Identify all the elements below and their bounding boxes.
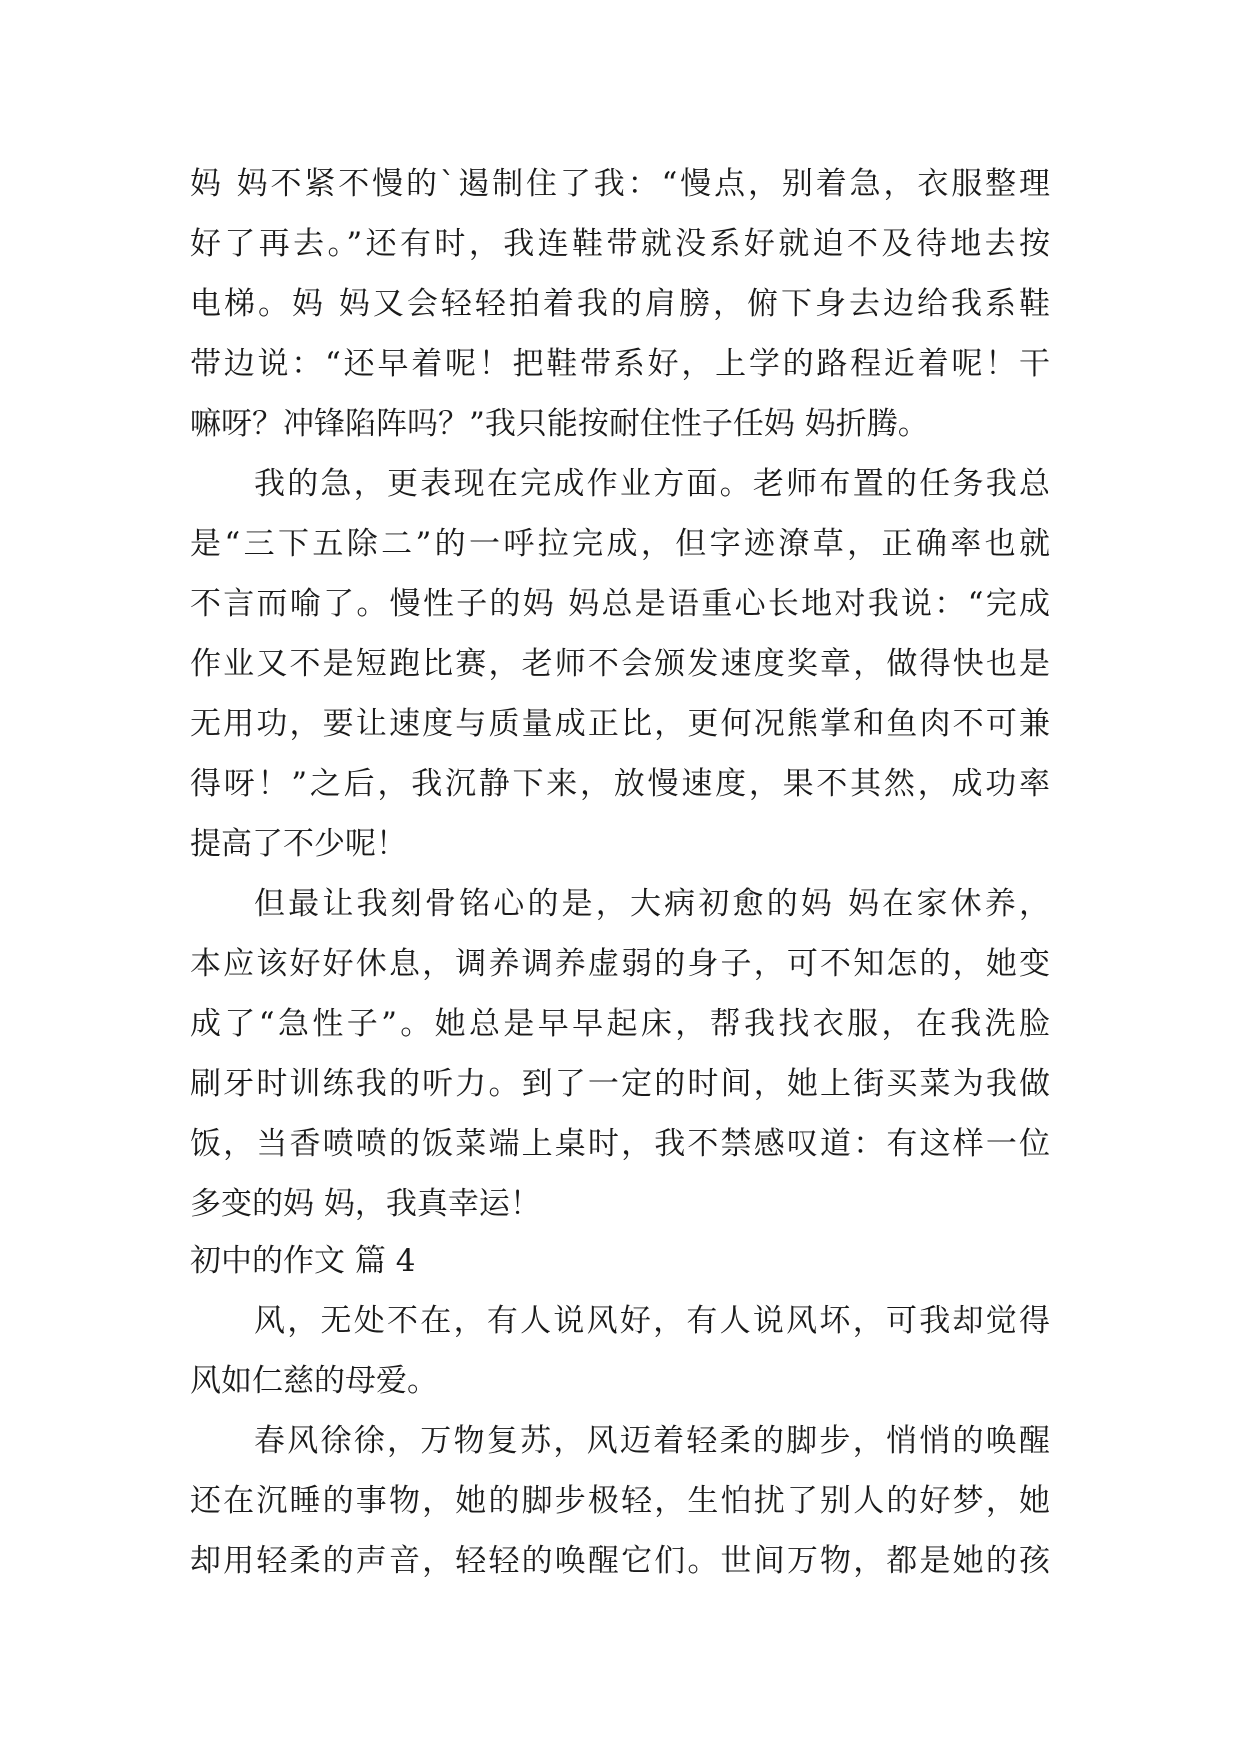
text-line: 电梯。妈 妈又会轻轻拍着我的肩膀，俯下身去边给我系鞋	[190, 286, 1050, 322]
text-line: 成了“急性子”。她总是早早起床，帮我找衣服，在我洗脸	[190, 1006, 1050, 1042]
text-line: 却用轻柔的声音，轻轻的唤醒它们。世间万物，都是她的孩	[190, 1543, 1050, 1579]
text-line: 作业又不是短跑比赛，老师不会颁发速度奖章，做得快也是	[190, 646, 1050, 682]
text-line: 风，无处不在，有人说风好，有人说风坏，可我却觉得	[254, 1303, 1050, 1339]
text-line: 带边说：“还早着呢！把鞋带系好，上学的路程近着呢！干	[190, 346, 1050, 382]
text-line: 妈 妈不紧不慢的`遏制住了我：“慢点，别着急，衣服整理	[190, 166, 1050, 202]
text-line: 春风徐徐，万物复苏，风迈着轻柔的脚步，悄悄的唤醒	[254, 1423, 1050, 1459]
text-line: 是“三下五除二”的一呼拉完成，但字迹潦草，正确率也就	[190, 526, 1050, 562]
text-line: 我的急，更表现在完成作业方面。老师布置的任务我总	[254, 466, 1050, 502]
text-line: 得呀！”之后，我沉静下来，放慢速度，果不其然，成功率	[190, 766, 1050, 802]
text-line: 提高了不少呢！	[190, 826, 407, 862]
text-line: 嘛呀？冲锋陷阵吗？”我只能按耐住性子任妈 妈折腾。	[190, 406, 929, 442]
text-line: 多变的妈 妈，我真幸运！	[190, 1186, 541, 1222]
text-line: 好了再去。”还有时，我连鞋带就没系好就迫不及待地去按	[190, 226, 1050, 262]
text-line: 还在沉睡的事物，她的脚步极轻，生怕扰了别人的好梦，她	[190, 1483, 1050, 1519]
text-line: 刷牙时训练我的听力。到了一定的时间，她上街买菜为我做	[190, 1066, 1050, 1102]
text-line: 无用功，要让速度与质量成正比，更何况熊掌和鱼肉不可兼	[190, 706, 1050, 742]
text-line: 饭，当香喷喷的饭菜端上桌时，我不禁感叹道：有这样一位	[190, 1126, 1050, 1162]
text-line: 但最让我刻骨铭心的是，大病初愈的妈 妈在家休养，	[254, 886, 1050, 922]
text-line: 不言而喻了。慢性子的妈 妈总是语重心长地对我说：“完成	[190, 586, 1050, 622]
section-heading: 初中的作文 篇 4	[190, 1243, 416, 1279]
text-line: 风如仁慈的母爱。	[190, 1363, 438, 1399]
text-line: 本应该好好休息，调养调养虚弱的身子，可不知怎的，她变	[190, 946, 1050, 982]
